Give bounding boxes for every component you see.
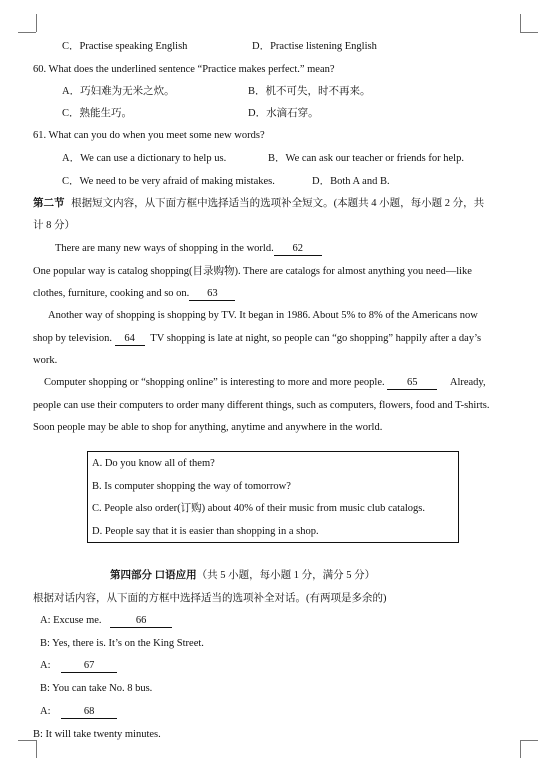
blank-63[interactable]: 63: [189, 288, 235, 301]
q61-stem: 61. What can you do when you meet some new words?: [33, 130, 265, 141]
passage-text: clothes, furniture, cooking and so on.: [33, 288, 190, 299]
blank-62[interactable]: 62: [274, 243, 322, 256]
option-b: B. Is computer shopping the way of tomorrow?: [92, 481, 291, 492]
blank-65[interactable]: 65: [387, 377, 437, 390]
option-c: C. People also order(订购) about 40% of their music from music club catalogs.: [92, 503, 426, 514]
passage-line-8: people can use their computers to order many different things, such as computers, flowers, food and T-shirts.: [33, 400, 490, 411]
part4-title: [110, 569, 375, 583]
option-d: D. People say that it is easier than shopping in a shop.: [92, 526, 319, 537]
passage-line-4: Another way of shopping is shopping by TV. It began in 1986. About 5% to 8% of the Americans now: [48, 310, 478, 321]
blank-66[interactable]: 66: [110, 615, 172, 628]
passage-line-6: work.: [33, 355, 58, 366]
section2-instruction: [33, 197, 484, 211]
crop-mark-bottom-left-vertical: [36, 740, 37, 758]
q61-option-c: C．We need to be very afraid of making mistakes.: [62, 176, 275, 187]
dialogue-line-4: B: You can take No. 8 bus.: [40, 683, 153, 694]
part4-title-text: 第四部分 口语应用: [110, 570, 197, 581]
section2-instruction-line1: 根据短文内容，从下面方框中选择适当的选项补全短文。(本题共 4 小题，每小题 2 分，共: [71, 198, 485, 209]
blank-68[interactable]: 68: [61, 706, 117, 719]
q59-option-d: D．Practise listening English: [252, 41, 377, 52]
blank-67[interactable]: 67: [61, 660, 117, 673]
q61-option-d: D．Both A and B.: [312, 176, 390, 187]
q60-option-a: A．巧妇难为无米之炊。: [62, 86, 175, 97]
passage-line-2: One popular way is catalog shopping(目录购物). There are catalogs for almost anything you need—like: [33, 266, 472, 277]
dialogue-line-2: B: Yes, there is. It’s on the King Street.: [40, 638, 204, 649]
q61-option-a: A．We can use a dictionary to help us.: [62, 153, 227, 164]
crop-mark-top-left-horizontal: [18, 32, 36, 33]
dialogue-line-5: [40, 705, 117, 719]
passage-line-7: [44, 376, 486, 390]
passage-text: shop by television.: [33, 333, 113, 344]
passage-line-9: Soon people may be able to shop for anything, anytime and anywhere in the world.: [33, 422, 383, 433]
q60-stem: 60. What does the underlined sentence “Practice makes perfect.” mean?: [33, 64, 335, 75]
q59-option-c: C．Practise speaking English: [62, 41, 188, 52]
dialogue-speaker: A:: [40, 706, 51, 717]
section2-title: 第二节: [33, 198, 65, 209]
part4-title-note: （共 5 小题，每小题 1 分，满分 5 分）: [196, 570, 376, 581]
crop-mark-top-left-vertical: [36, 14, 37, 32]
passage-text: Computer shopping or “shopping online” is interesting to more and more people.: [44, 377, 385, 388]
q60-option-d: D．水滴石穿。: [248, 108, 319, 119]
q60-option-b: B．机不可失，时不再来。: [248, 86, 371, 97]
dialogue-line-3: [40, 659, 117, 673]
dialogue-speaker: A:: [40, 660, 51, 671]
passage-line-1: [55, 242, 322, 256]
passage-text: Already,: [449, 377, 486, 388]
crop-mark-bottom-right-vertical: [520, 740, 521, 758]
passage-text: There are many new ways of shopping in the world.: [55, 243, 274, 254]
crop-mark-top-right-horizontal: [520, 32, 538, 33]
passage-line-3: [33, 287, 235, 301]
dialogue-text: A: Excuse me.: [40, 615, 102, 626]
crop-mark-bottom-right-horizontal: [520, 740, 538, 741]
blank-64[interactable]: 64: [115, 333, 145, 346]
option-a: A. Do you know all of them?: [92, 458, 215, 469]
crop-mark-top-right-vertical: [520, 14, 521, 32]
section2-instruction-line2: 计 8 分）: [33, 220, 75, 231]
q60-option-c: C．熟能生巧。: [62, 108, 133, 119]
passage-text: TV shopping is late at night, so people can “go shopping” happily after a day’s: [150, 333, 482, 344]
passage-line-5: [33, 332, 481, 346]
q61-option-b: B．We can ask our teacher or friends for help.: [268, 153, 464, 164]
dialogue-line-1: [40, 614, 172, 628]
dialogue-line-6: B: It will take twenty minutes.: [33, 729, 161, 740]
part4-instruction: 根据对话内容，从下面的方框中选择适当的选项补全对话。(有两项是多余的): [33, 593, 387, 604]
